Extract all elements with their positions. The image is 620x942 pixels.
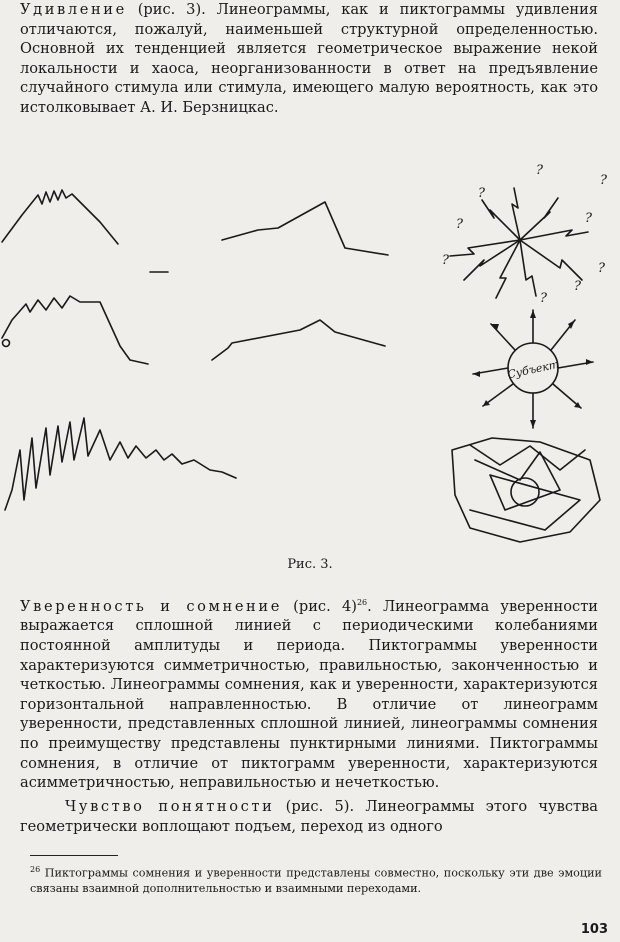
footnote-ref[interactable]: 26 — [356, 598, 368, 607]
footnote-divider — [30, 855, 118, 856]
chaos-pictogram — [452, 438, 600, 542]
svg-text:?: ? — [540, 291, 547, 306]
term-confidence-doubt: Уверенность и сомнение — [20, 597, 282, 615]
lineogram-4 — [212, 320, 385, 360]
term-understanding: Чувство понятности — [65, 798, 275, 815]
lineogram-5 — [5, 418, 236, 510]
svg-text:?: ? — [600, 173, 607, 188]
footnote-text: Пиктограммы сомнения и уверенности представлены совместно, поскольку эти две эмоции связаны взаимной дополнительностью и взаимными переходами. — [30, 866, 602, 896]
lineogram-3-loop — [3, 340, 10, 347]
paragraph-understanding-text: (рис. 5). Линеограммы этого чувства геометрически воплощают подъем, переход из одного — [20, 798, 598, 835]
figure-3 — [0, 160, 620, 560]
paragraph-surprise — [20, 0, 598, 118]
paragraph-confidence-text: . Линеограмма уверенности выражается сплошной линией с периодическими колебаниями постоянной амплитуды и периода. Пиктограммы уверенности характеризуются симметричностью, правильностью, законченностью и четкостью. Линеограммы сомнения, как и уверенности, характеризуются горизонтальной направленностью. В отличие от линеограмм уверенности, представленных сплошной линией, линеограммы сомнения по преимуществу представлены пунктирными линиями. Пиктограммы сомнения, в отличие от пиктограмм уверенности, характеризуются асимметричностью, неправильностью и нечеткостью. — [20, 597, 598, 792]
footnote-mark: 26 — [30, 865, 41, 874]
lineogram-1 — [2, 190, 118, 244]
paragraph-understanding — [20, 797, 598, 836]
subject-label: Субъект — [506, 357, 561, 382]
svg-text:?: ? — [442, 253, 449, 268]
svg-text:?: ? — [478, 186, 485, 201]
paragraph-surprise-text: (рис. 3). Линеограммы, как и пиктограммы удивления отличаются, пожалуй, наименьшей структурной определенностью. Основной их тенденцией является геометрическое выражение некой локальности и хаоса, неорганизованности в ответ на предъявление случайного стимула или стимула, имеющего малую вероятность, как это истолковывает А. И. Берзницкас. — [20, 1, 598, 116]
svg-text:?: ? — [574, 279, 581, 294]
svg-text:?: ? — [536, 163, 543, 178]
page-number: 103 — [580, 922, 608, 937]
paragraph-confidence-doubt — [20, 593, 598, 793]
svg-text:?: ? — [456, 217, 463, 232]
svg-text:?: ? — [585, 211, 592, 226]
figure-caption: Рис. 3. — [287, 557, 333, 572]
term-surprise: Удивление — [20, 1, 127, 18]
paragraph-confidence-ref: (рис. 4) — [281, 597, 357, 615]
lineogram-2 — [222, 202, 388, 255]
svg-text:?: ? — [598, 261, 605, 276]
lineogram-3 — [2, 296, 148, 364]
surprise-burst-pictogram — [450, 188, 588, 298]
footnote — [30, 862, 602, 897]
